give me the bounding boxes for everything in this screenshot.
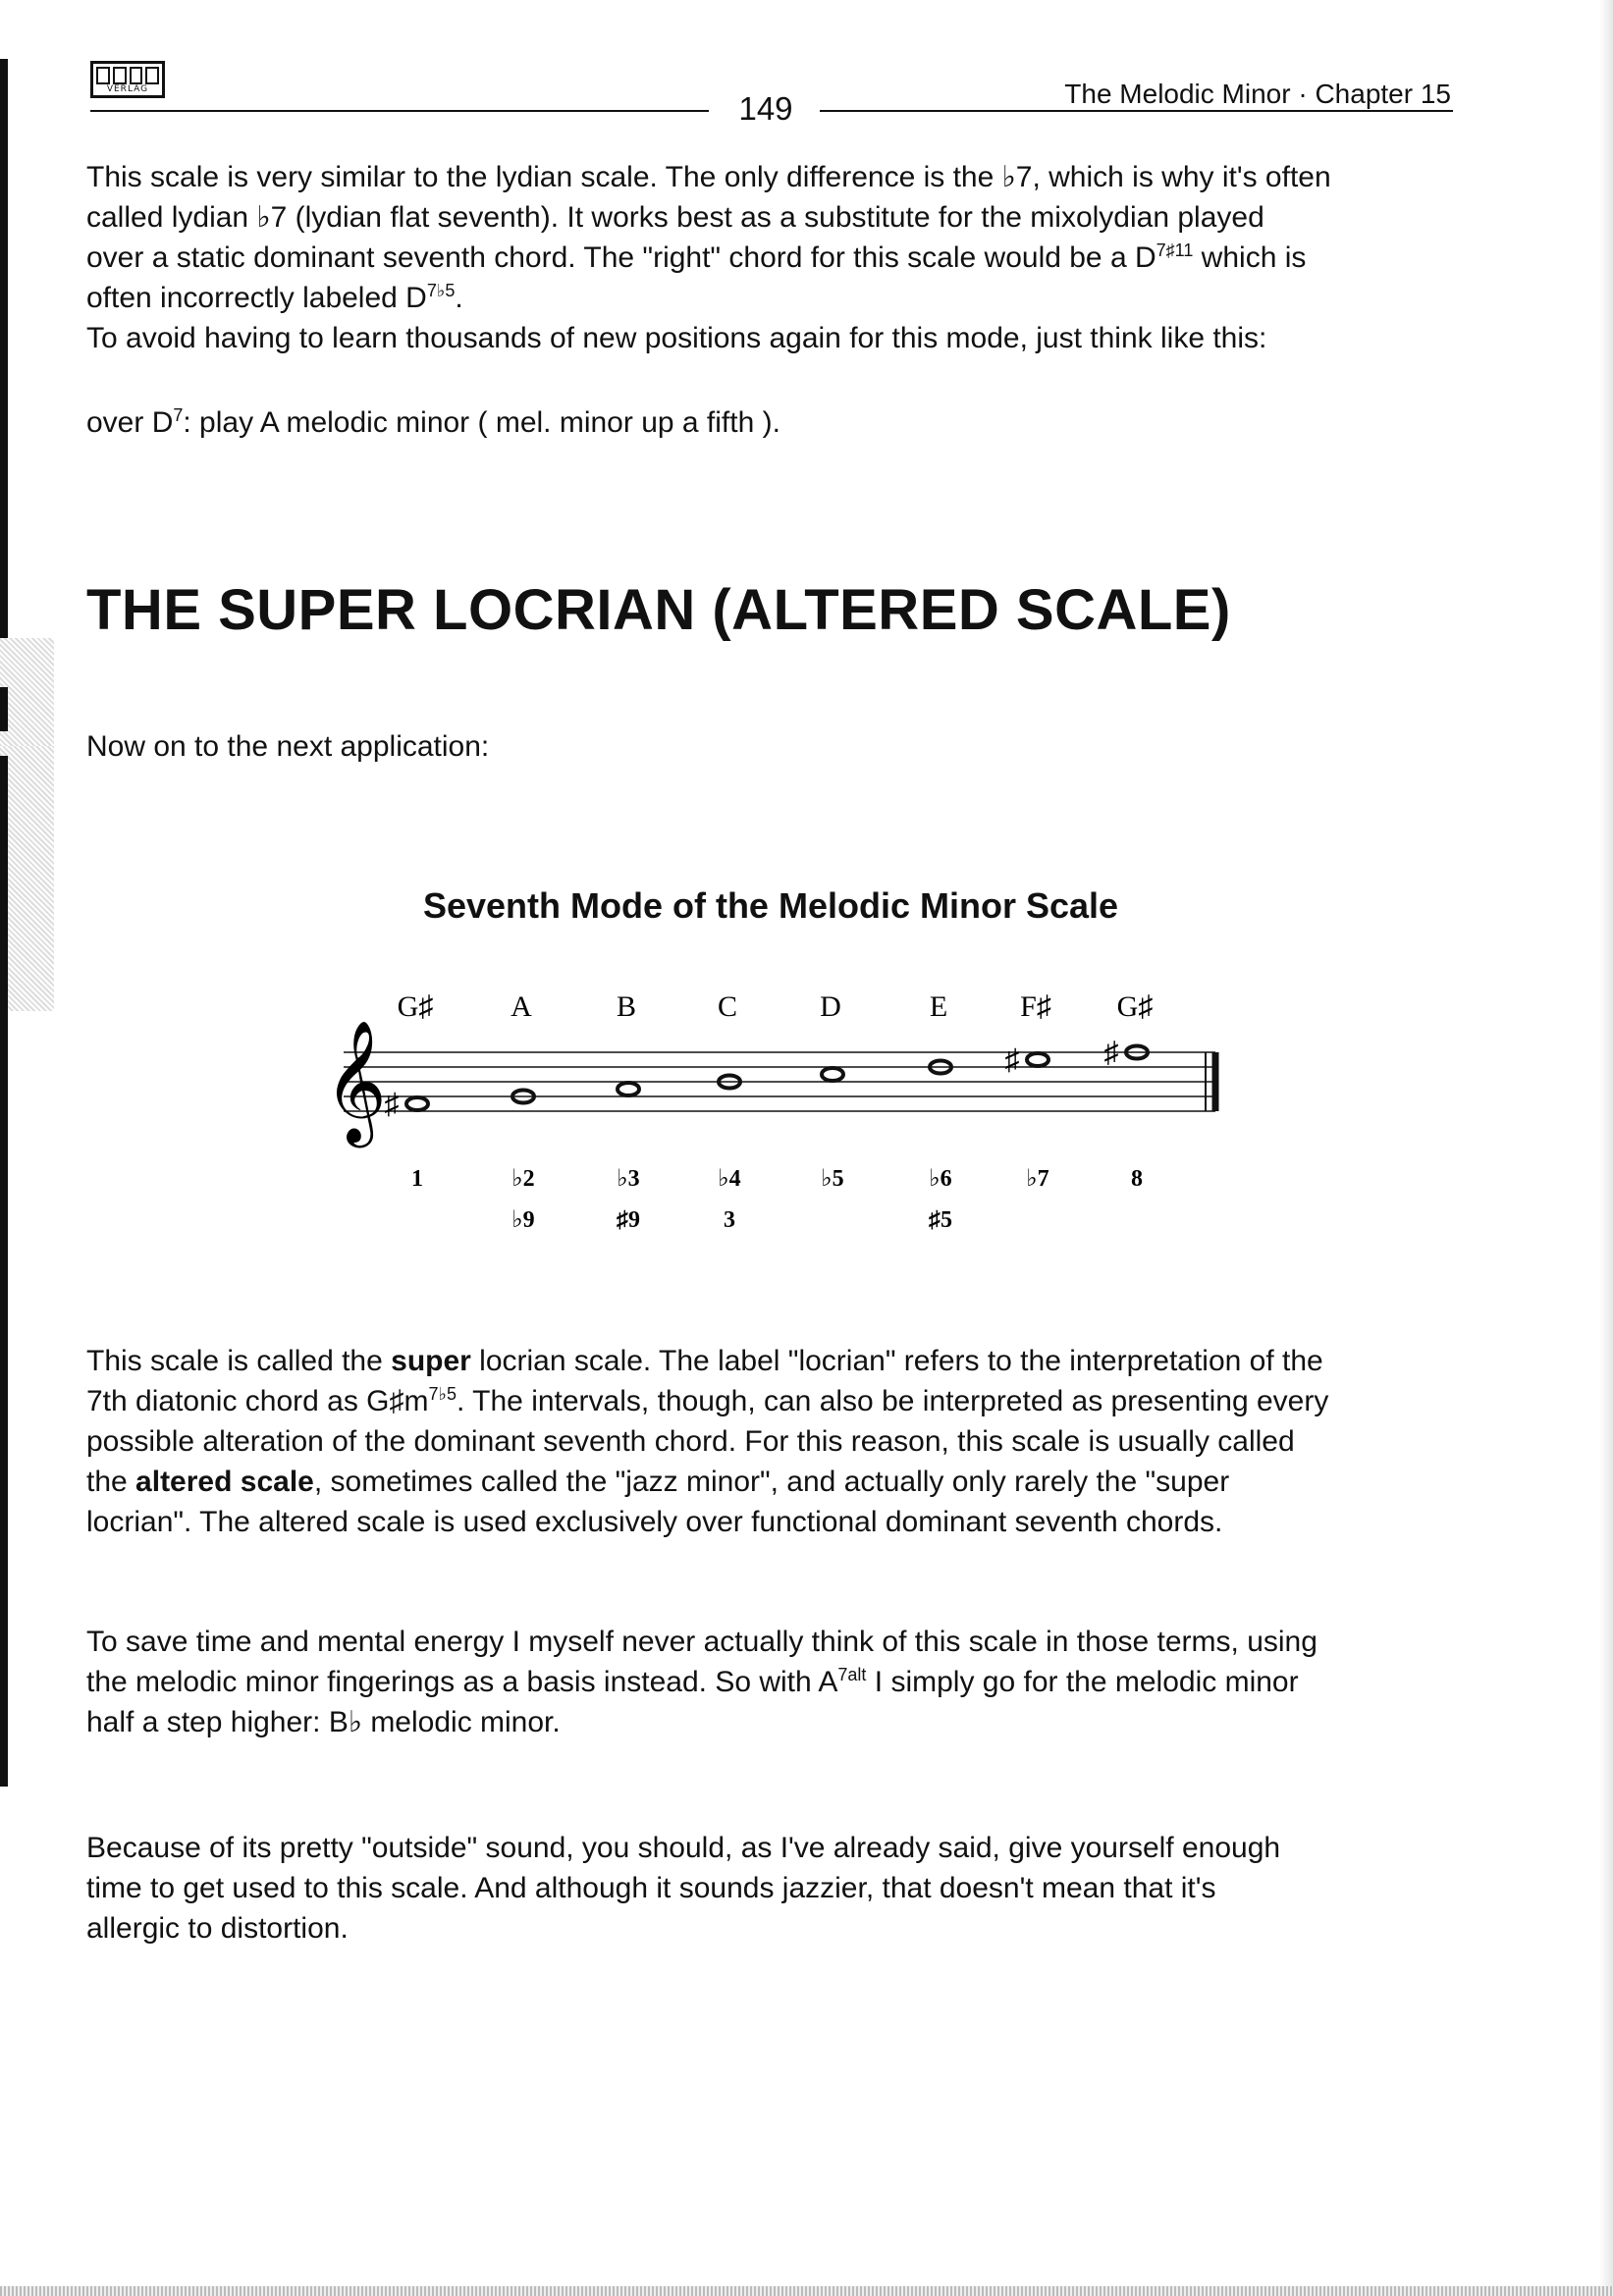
scan-edge-bar [0, 687, 8, 731]
alt-degree-label: ♯9 [617, 1207, 640, 1233]
chord-superscript: 7 [173, 405, 184, 425]
text-line: often incorrectly labeled $D^{7♭5}$. [86, 281, 463, 314]
text-line: locrian". The altered scale is used exclusively over functional dominant seventh chords. [86, 1506, 1223, 1538]
text-line: This scale is called the super locrian scale. The label "locrian" refers to the interpretation of the [86, 1345, 1323, 1377]
chord-superscript: 7♭5 [428, 1384, 457, 1404]
section-heading: THE SUPER LOCRIAN (ALTERED SCALE) [86, 578, 1231, 642]
scan-edge-shadow [0, 746, 54, 1011]
alt-degree-label: ♯5 [929, 1207, 952, 1233]
text-line: Because of its pretty "outside" sound, you should, as I've already said, give yourself enough [86, 1832, 1281, 1864]
scan-edge-bar [0, 59, 8, 648]
page-number: 149 [738, 90, 793, 127]
chord-superscript: 7alt [837, 1665, 867, 1684]
text-line: To save time and mental energy I myself never actually think of this scale in those terms, using [86, 1626, 1317, 1658]
text-line: 7th diatonic chord as $G♯m^{7♭5}$. The intervals, though, can also be interpreted as presenting every [86, 1384, 1329, 1417]
tip-line: over $D^7$: play A melodic minor ( mel. minor up a fifth ). [86, 405, 780, 439]
note-name-label: E [929, 991, 948, 1023]
scan-edge-shadow [0, 638, 54, 746]
text-line: This scale is very similar to the lydian scale. The only difference is the ♭7, which is why it's often [86, 161, 1331, 193]
notes-layer [385, 991, 1154, 1233]
chord-superscript: 7♯11 [1156, 240, 1194, 260]
scale-degree-label: ♭2 [511, 1166, 535, 1192]
staff-svg [324, 991, 1247, 1247]
text-line: half a step higher: B♭ melodic minor. [86, 1706, 561, 1738]
section-lead: Now on to the next application: [86, 730, 490, 763]
scan-bottom-edge [0, 2286, 1613, 2296]
sharp-accidental-icon: ♯ [1103, 1037, 1119, 1069]
staff-lines [344, 1052, 1215, 1111]
whole-note [406, 1097, 428, 1110]
scan-right-shadow [1599, 0, 1613, 2296]
note-name-label: C [717, 991, 738, 1023]
sharp-accidental-icon: ♯ [1004, 1043, 1020, 1077]
chord-superscript: 7♭5 [426, 281, 456, 300]
paragraph-super-locrian [86, 1341, 1451, 1542]
note-name-label: B [616, 991, 637, 1023]
alt-degree-label: ♭9 [511, 1207, 535, 1233]
note-name-label: G♯ [1116, 991, 1154, 1023]
paragraph-fingerings [86, 1622, 1451, 1742]
scale-degree-label: 8 [1131, 1166, 1143, 1192]
note-name-label: D [820, 991, 841, 1023]
text-line: possible alteration of the dominant seventh chord. For this reason, this scale is usually called [86, 1425, 1295, 1458]
note-name-label: G♯ [397, 991, 434, 1023]
alt-degree-label: 3 [724, 1207, 735, 1233]
text-line: To avoid having to learn thousands of new positions again for this mode, just think like this: [86, 322, 1267, 354]
whole-note [1027, 1053, 1048, 1066]
scale-degree-label: 1 [411, 1166, 423, 1192]
sharp-accidental-icon: ♯ [384, 1088, 400, 1121]
staff-figure [324, 991, 1247, 1247]
publisher-logo [90, 61, 165, 98]
header-rule-right [820, 110, 1453, 112]
figure-title: Seventh Mode of the Melodic Minor Scale [422, 885, 1119, 926]
text-line: allergic to distortion. [86, 1912, 349, 1945]
scale-degree-label: ♭5 [821, 1166, 844, 1192]
whole-note [618, 1083, 639, 1095]
paragraph-outside-sound [86, 1828, 1451, 1949]
text-line: over a static dominant seventh chord. The "right" chord for this scale would be a $D^{7♯11}$ which is [86, 240, 1307, 274]
scale-degree-label: ♭6 [929, 1166, 952, 1192]
note-name-label: F♯ [1020, 991, 1051, 1023]
logo-text: VERLAG [106, 84, 149, 94]
text-line: time to get used to this scale. And although it sounds jazzier, that doesn't mean that it's [86, 1872, 1216, 1904]
text-line: the altered scale, sometimes called the "jazz minor", and actually only rarely the "super [86, 1466, 1230, 1498]
chapter-title: The Melodic Minor · Chapter 15 [1064, 79, 1451, 109]
intro-paragraph [86, 157, 1451, 358]
scale-degree-label: ♭7 [1026, 1166, 1049, 1192]
scale-degree-label: ♭3 [617, 1166, 640, 1192]
note-name-label: A [511, 991, 532, 1023]
header-rule-left [90, 110, 709, 112]
treble-clef-icon: 𝄞 [324, 1024, 387, 1141]
scale-degree-label: ♭4 [718, 1166, 741, 1192]
whole-note [822, 1068, 843, 1081]
text-line: the melodic minor fingerings as a basis instead. So with $A^{7alt}$ I simply go for the melodic minor [86, 1665, 1299, 1698]
text-line: called lydian ♭7 (lydian flat seventh). It works best as a substitute for the mixolydian played [86, 201, 1264, 234]
